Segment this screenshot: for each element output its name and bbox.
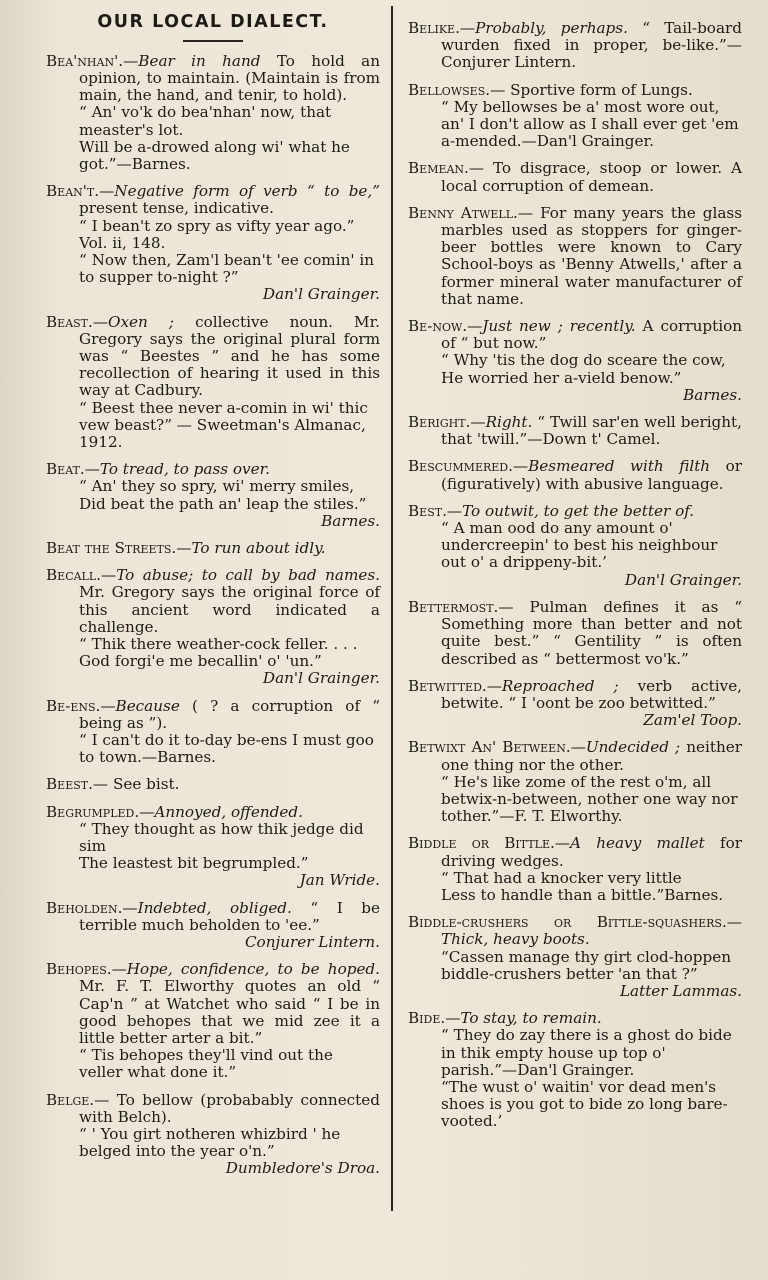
entry-headword: Biddle-crushers or Bittle-squashers. <box>408 913 727 932</box>
entry-quote: “ An' they so spry, wi' merry smiles, <box>79 477 355 496</box>
entry-quote: He worried her a-vield benow.” <box>441 368 682 387</box>
entry-attribution: Zam'el Toop. <box>643 711 742 730</box>
entry-definition-line: Bettermost.— Pulman defines it as “ Something more than better and not quite best.” “ Gentility ” is often described as “ bettermost vo'k.” <box>408 597 742 668</box>
entry-text: Sportive form of Lungs. <box>510 80 693 99</box>
left-entry-list <box>46 53 380 1178</box>
entry-definition-line: Biddle-crushers or Bittle-squashers.—Thick, heavy boots. <box>408 913 742 949</box>
dictionary-entry <box>408 458 742 492</box>
left-column <box>46 0 380 1280</box>
entry-quote: “ That had a knocker very little <box>441 868 682 887</box>
dictionary-entry <box>46 776 380 793</box>
entry-quote: “The wust o' waitin' vor dead men's shoes is you got to bide zo long bare-vooted.’ <box>441 1077 728 1131</box>
entry-attribution: Dan'l Grainger. <box>624 570 742 589</box>
entry-headword: Behopes. <box>46 960 112 979</box>
entry-headword: Bettermost. <box>408 597 499 616</box>
entry-gloss: A heavy mallet <box>570 834 705 853</box>
dictionary-entry <box>408 914 742 1000</box>
entry-quote: “ I bean't zo spry as vifty year ago.” Vol. ii, 148. <box>79 216 355 252</box>
entry-gloss: To outwit, to get the better of. <box>462 501 695 520</box>
entry-headword: Benny Atwell. <box>408 203 518 222</box>
entry-definition-line: Belike.—Probably, perhaps. “ Tail-board wurden fixed in proper, be-like.”—Conjurer Lintern. <box>408 19 742 72</box>
entry-headword: Beat the Streets. <box>46 538 177 557</box>
entry-quote: “ Now then, Zam'l bean't 'ee comin' in to supper to-night ?” <box>79 250 374 287</box>
entry-text: Pulman defines it as “ Something more than better and not quite best.” “ Gentility ” is often described as “ bettermost vo'k.” <box>441 597 742 668</box>
entry-gloss: Thick, heavy boots. <box>441 930 590 949</box>
dictionary-entry <box>408 318 742 404</box>
entry-headword: Betwitted. <box>408 676 487 695</box>
entry-attribution: Dan'l Grainger. <box>262 285 380 304</box>
entry-quote: “ They thought as how thik jedge did sim <box>79 819 364 856</box>
dictionary-entry <box>46 698 380 767</box>
entry-quote: “ ' You girt notheren whizbird ' he belged into the year o'n.” <box>79 1125 341 1161</box>
entry-gloss: Bear in hand <box>138 51 261 70</box>
entry-text: ( ? a corruption of “ being as ”). <box>79 696 380 732</box>
entry-text: For many years the glass marbles used as stoppers for ginger-beer bottles were known to Cary School-boys as 'Benny Atwells,' after a former mineral water manufacturer of that name. <box>441 203 743 308</box>
entry-headword: Becall. <box>46 566 101 585</box>
entry-definition-line: Beat the Streets.—To run about idly. <box>46 538 326 557</box>
entry-definition-line: Behopes.—Hope, confidence, to be hoped. Mr. F. T. Elworthy quotes an old “ Cap'n ” at Watchet who said “ I be in good behopes that we mid zee it a little better arter a bit.” <box>46 960 380 1048</box>
entry-headword: Be-now. <box>408 317 468 336</box>
dictionary-entry <box>46 1092 380 1178</box>
entry-headword: Beright. <box>408 413 471 432</box>
entry-text: To bellow (probabably connected with Belch). <box>79 1090 380 1126</box>
entry-definition-line: Betwitted.—Reproached ; verb active, betwite. “ I 'oont be zoo betwitted.” <box>408 676 743 712</box>
entry-definition-line: Beholden.—Indebted, obliged. “ I be terrible much beholden to 'ee.” <box>46 898 380 934</box>
entry-quote: “Cassen manage thy girt clod-hoppen biddle-crushers better 'an that ?” <box>441 947 732 983</box>
entry-definition-line: Benny Atwell.— For many years the glass marbles used as stoppers for ginger-beer bottles were known to Cary School-boys as 'Benny Atwells,' after a former mineral water manufacturer of that name. <box>408 203 743 308</box>
entry-gloss: Just new ; recently. <box>482 317 636 336</box>
entry-headword: Beast. <box>46 312 93 331</box>
entry-definition-line: Beast.—Oxen ; collective noun. Mr. Gregory says the original plural form was “ Beestes ” and he has some recollection of hearing it used in this way at Cadbury. <box>46 312 381 400</box>
entry-quote: “ He's like zome of the rest o'm, all betwix-n-between, nother one way nor tother.”—F. T. Elworthy. <box>441 772 738 826</box>
entry-definition-line: Bea'nhan'.—Bear in hand To hold an opinion, to maintain. (Maintain is from main, the hand, and tenir, to hold). <box>46 51 381 105</box>
entry-quote: “ Beest thee never a-comin in wi' thic vew beast?” — Sweetman's Almanac, 1912. <box>79 398 368 451</box>
entry-definition-line: Best.—To outwit, to get the better of. <box>408 501 695 520</box>
entry-quote: “ An' vo'k do bea'nhan' now, that measter's lot. <box>79 103 332 139</box>
entry-headword: Bemean. <box>408 159 469 178</box>
entry-definition-line: Beright.—Right. “ Twill sar'en well beright, that 'twill.”—Down t' Camel. <box>408 413 742 449</box>
entry-text: A corruption of “ but now.” <box>441 317 743 353</box>
dictionary-entry <box>408 414 742 448</box>
entry-definition-line: Be-ens.—Because ( ? a corruption of “ being as ”). <box>46 696 380 732</box>
entry-quote: “ They do zay there is a ghost do bide in thik empty house up top o' parish.”—Dan'l Grainger. <box>441 1026 732 1079</box>
entry-gloss: Reproached ; <box>501 676 619 695</box>
entry-attribution: Jan Wride. <box>299 871 380 890</box>
entry-definition-line: Belge.— To bellow (probabably connected with Belch). <box>46 1090 380 1126</box>
dictionary-entry <box>46 961 380 1081</box>
entry-headword: Belike. <box>408 19 460 37</box>
entry-quote: God forgi'e me becallin' o' 'un.” <box>79 652 322 671</box>
entry-text: collective noun. Mr. Gregory says the original plural form was “ Beestes ” and he has some recollection of hearing it used in this way at Cadbury. <box>79 312 381 400</box>
entry-definition-line: Beest.— See bist. <box>46 775 180 794</box>
entry-quote: “ Tis behopes they'll vind out the veller what done it.” <box>79 1046 333 1082</box>
entry-gloss: To stay, to remain. <box>460 1009 602 1028</box>
entry-definition-line: Biddle or Bittle.—A heavy mallet for driving wedges. <box>408 834 743 870</box>
entry-text: verb active, betwite. “ I 'oont be zoo betwitted.” <box>441 676 743 712</box>
entry-headword: Be-ens. <box>46 696 101 715</box>
entry-gloss: To abuse; to call by bad names. <box>116 566 380 585</box>
entry-gloss: Probably, perhaps. <box>475 19 628 37</box>
entry-quote: “ My bellowses be a' most wore out, an' I don't allow as I shall ever get 'em a-mended.—Dan'l Grainger. <box>441 97 739 151</box>
entry-text: “ I be terrible much beholden to 'ee.” <box>79 898 380 934</box>
entry-gloss: Indebted, obliged. <box>137 898 292 917</box>
dictionary-entry <box>408 599 742 668</box>
title-rule <box>183 40 243 42</box>
dictionary-entry <box>46 461 380 530</box>
entry-quote: “ Why 'tis the dog do sceare the cow, <box>441 351 726 370</box>
entry-definition-line: Bellowses.— Sportive form of Lungs. <box>408 80 693 99</box>
entry-gloss: Oxen ; <box>108 312 175 331</box>
dictionary-entry <box>46 53 380 173</box>
entry-definition-line: Becall.—To abuse; to call by bad names. Mr. Gregory says the original force of this ancient word indicated a challenge. <box>46 566 380 636</box>
dictionary-entry <box>46 567 380 687</box>
page-title: OUR LOCAL DIALECT. <box>97 12 329 32</box>
entry-definition-line: Begrumpled.—Annoyed, offended. <box>46 802 303 821</box>
entry-headword: Betwixt An' Between. <box>408 738 571 757</box>
entry-quote: “ I can't do it to-day be-ens I must goo to town.—Barnes. <box>79 731 374 767</box>
entry-headword: Bean't. <box>46 182 100 201</box>
dictionary-entry <box>408 739 742 825</box>
dictionary-entry <box>408 678 742 730</box>
entry-quote: Will be a-drowed along wi' what he got.”—Barnes. <box>79 137 350 173</box>
dictionary-entry <box>408 503 742 589</box>
entry-text: See bist. <box>112 775 180 794</box>
entry-text: To hold an opinion, to maintain. (Maintain is from main, the hand, and tenir, to hold). <box>79 51 381 105</box>
entry-definition-line: Bide.—To stay, to remain. <box>408 1009 602 1028</box>
entry-definition-line: Be-now.—Just new ; recently. A corruption of “ but now.” <box>408 317 743 353</box>
entry-definition-line: Beat.—To tread, to pass over. <box>46 460 270 479</box>
entry-text: present tense, indicative. <box>79 199 274 218</box>
dictionary-entry <box>46 804 380 890</box>
entry-quote: “ A man ood do any amount o' undercreepin' to best his neighbour out o' a drippeny-bit.’ <box>441 519 718 572</box>
entry-headword: Beholden. <box>46 898 123 917</box>
entry-text: Mr. Gregory says the original force of this ancient word indicated a challenge. <box>79 583 380 636</box>
entry-definition-line: Bescummered.—Besmeared with filth or (figuratively) with abusive language. <box>408 457 742 493</box>
entry-quote: “ Thik there weather-cock feller. . . . <box>79 635 358 653</box>
dictionary-entry <box>46 540 380 557</box>
entry-attribution: Latter Lammas. <box>619 981 742 1000</box>
entry-headword: Begrumpled. <box>46 802 140 821</box>
dictionary-entry <box>46 314 380 452</box>
dictionary-entry <box>408 82 742 151</box>
entry-attribution: Dumbledore's Droa. <box>225 1159 380 1178</box>
entry-headword: Bellowses. <box>408 80 491 99</box>
entry-gloss: Annoyed, offended. <box>154 802 303 821</box>
entry-gloss: Because <box>115 696 180 715</box>
entry-headword: Beat. <box>46 460 85 479</box>
right-column <box>408 0 742 1280</box>
dictionary-entry <box>408 20 742 72</box>
entry-text: neither one thing nor the other. <box>441 738 742 774</box>
entry-attribution: Dan'l Grainger. <box>262 669 380 688</box>
entry-headword: Beest. <box>46 775 93 794</box>
entry-headword: Best. <box>408 501 447 520</box>
dictionary-entry <box>46 183 380 303</box>
entry-headword: Bea'nhan'. <box>46 51 124 70</box>
entry-text: To disgrace, stoop or lower. A local corruption of demean. <box>441 159 742 195</box>
entry-gloss: Hope, confidence, to be hoped. <box>126 960 380 979</box>
entry-attribution: Barnes. <box>683 385 742 404</box>
entry-quote: Did beat the path an' leap the stiles.” <box>79 494 367 513</box>
entry-definition-line: Bemean.— To disgrace, stoop or lower. A local corruption of demean. <box>408 159 742 195</box>
right-top-spacer <box>408 0 742 20</box>
entry-definition-line: Bean't.—Negative form of verb “ to be,” present tense, indicative. <box>46 182 380 218</box>
dictionary-entry <box>408 1010 742 1130</box>
entry-definition-line: Betwixt An' Between.—Undecided ; neither one thing nor the other. <box>408 738 742 774</box>
dictionary-entry <box>408 160 742 194</box>
entry-headword: Belge. <box>46 1090 95 1109</box>
dictionary-entry <box>408 205 742 308</box>
dictionary-entry <box>408 835 742 904</box>
entry-text: “ Tail-board wurden fixed in proper, be-like.”—Conjurer Lintern. <box>441 19 742 72</box>
entry-attribution: Barnes. <box>321 511 380 530</box>
entry-text: or (figuratively) with abusive language. <box>441 457 742 493</box>
right-entry-list <box>408 20 742 1131</box>
entry-attribution: Conjurer Lintern. <box>244 933 380 952</box>
entry-gloss: Negative form of verb “ to be,” <box>114 182 380 201</box>
entry-text: “ Twill sar'en well beright, that 'twill.”—Down t' Camel. <box>441 413 742 449</box>
entry-gloss: To run about idly. <box>191 538 326 557</box>
entry-gloss: Besmeared with filth <box>528 457 711 476</box>
entry-gloss: To tread, to pass over. <box>99 460 270 479</box>
entry-quote: The leastest bit begrumpled.” <box>79 854 309 873</box>
entry-headword: Bide. <box>408 1009 446 1028</box>
entry-headword: Bescummered. <box>408 457 513 476</box>
dictionary-entry <box>46 900 380 952</box>
entry-gloss: Undecided ; <box>585 738 681 757</box>
entry-gloss: Right. <box>485 413 533 432</box>
entry-text: for driving wedges. <box>441 834 743 870</box>
entry-text: Mr. F. T. Elworthy quotes an old “ Cap'n ” at Watchet who said “ I be in good behopes that we mid zee it a little better arter a bit.” <box>79 977 380 1048</box>
column-divider <box>391 6 393 1211</box>
entry-quote: Less to handle than a bittle.”Barnes. <box>441 885 724 904</box>
entry-headword: Biddle or Bittle. <box>408 834 555 853</box>
